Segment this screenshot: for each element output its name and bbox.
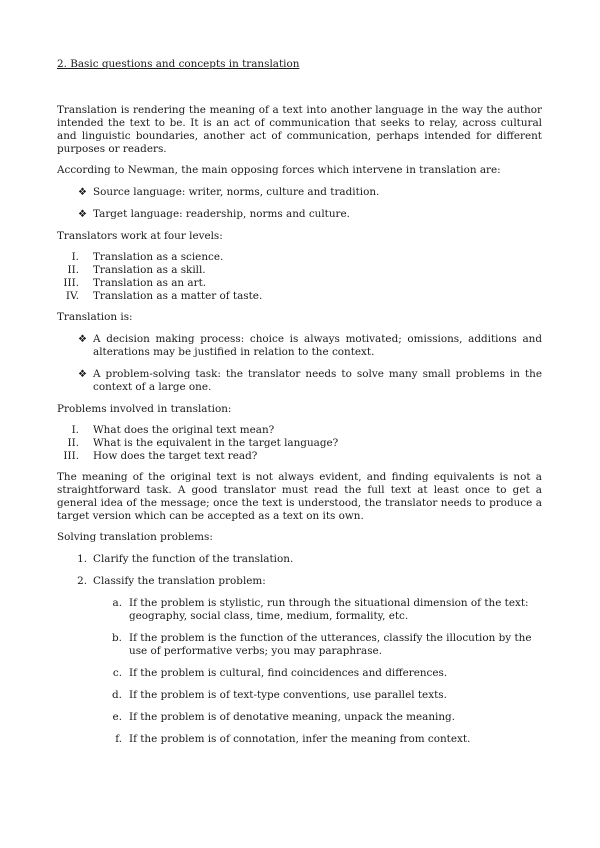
list-item: ❖ A problem-solving task: the translator needs to solve many small problems in the context of a large one.: [57, 368, 542, 394]
list-item: I. What does the original text mean?: [71, 424, 275, 436]
list-item: d. If the problem is of text-type conventions, use parallel texts.: [112, 689, 447, 701]
problems-intro: Problems involved in translation:: [57, 403, 232, 415]
list-item: c. If the problem is cultural, find coincidences and differences.: [112, 667, 448, 679]
document-page: [57, 58, 542, 746]
list-item: 1. Clarify the function of the translation.: [77, 553, 294, 565]
diamond-bullet-icon: ❖: [78, 187, 87, 198]
list-item: ❖ Source language: writer, norms, culture and tradition.: [57, 186, 542, 199]
list-item: II. What is the equivalent in the target language?: [67, 437, 339, 449]
list-item: 2. Classify the translation problem:: [77, 575, 266, 587]
levels-list: [57, 251, 542, 303]
list-item: II. Translation as a skill.: [67, 264, 206, 276]
list-item: III. Translation as an art.: [63, 277, 207, 289]
list-item: III. How does the target text read?: [63, 450, 258, 462]
problems-list: [57, 424, 542, 463]
substeps-list: [57, 597, 542, 746]
list-item: ❖ Target language: readership, norms and culture.: [57, 208, 542, 221]
list-item: I. Translation as a science.: [71, 251, 224, 263]
steps-list: [57, 553, 542, 588]
forces-list: [57, 186, 542, 221]
list-item: e. If the problem is of denotative meaning, unpack the meaning.: [112, 711, 456, 723]
diamond-bullet-icon: ❖: [78, 209, 87, 220]
section-heading: 2. Basic questions and concepts in translation: [57, 58, 300, 70]
intro-paragraph: Translation is rendering the meaning of a text into another language in the way the author intended the text to be. It is an act of communication that seeks to relay, across cultural and linguistic boundaries, another act of communication, perhaps intended for different purposes or readers.: [57, 104, 542, 155]
diamond-bullet-icon: ❖: [78, 334, 87, 345]
translation-is-intro: Translation is:: [57, 311, 133, 323]
diamond-bullet-icon: ❖: [78, 369, 87, 380]
list-item: b. If the problem is the function of the utterances, classify the illocution by the use of performative verbs; you may paraphrase.: [112, 632, 532, 657]
list-item: a. If the problem is stylistic, run through the situational dimension of the text: geography, social class, time, medium, formality, etc.: [112, 597, 529, 622]
meaning-paragraph: The meaning of the original text is not always evident, and finding equivalents is not a straightforward task. A good translator must read the full text at least once to get a general idea of the message; once the text is understood, the translator needs to produce a target version which can be accepted as a text on its own.: [57, 471, 542, 522]
solving-intro: Solving translation problems:: [57, 531, 213, 543]
newman-intro: According to Newman, the main opposing forces which intervene in translation are:: [57, 164, 501, 176]
levels-intro: Translators work at four levels:: [57, 230, 223, 242]
translation-is-list: [57, 333, 542, 394]
list-item: ❖ A decision making process: choice is always motivated; omissions, additions and alterations may be justified in relation to the context.: [57, 333, 542, 359]
list-item: f. If the problem is of connotation, infer the meaning from context.: [115, 733, 471, 745]
list-item: IV. Translation as a matter of taste.: [65, 290, 263, 302]
